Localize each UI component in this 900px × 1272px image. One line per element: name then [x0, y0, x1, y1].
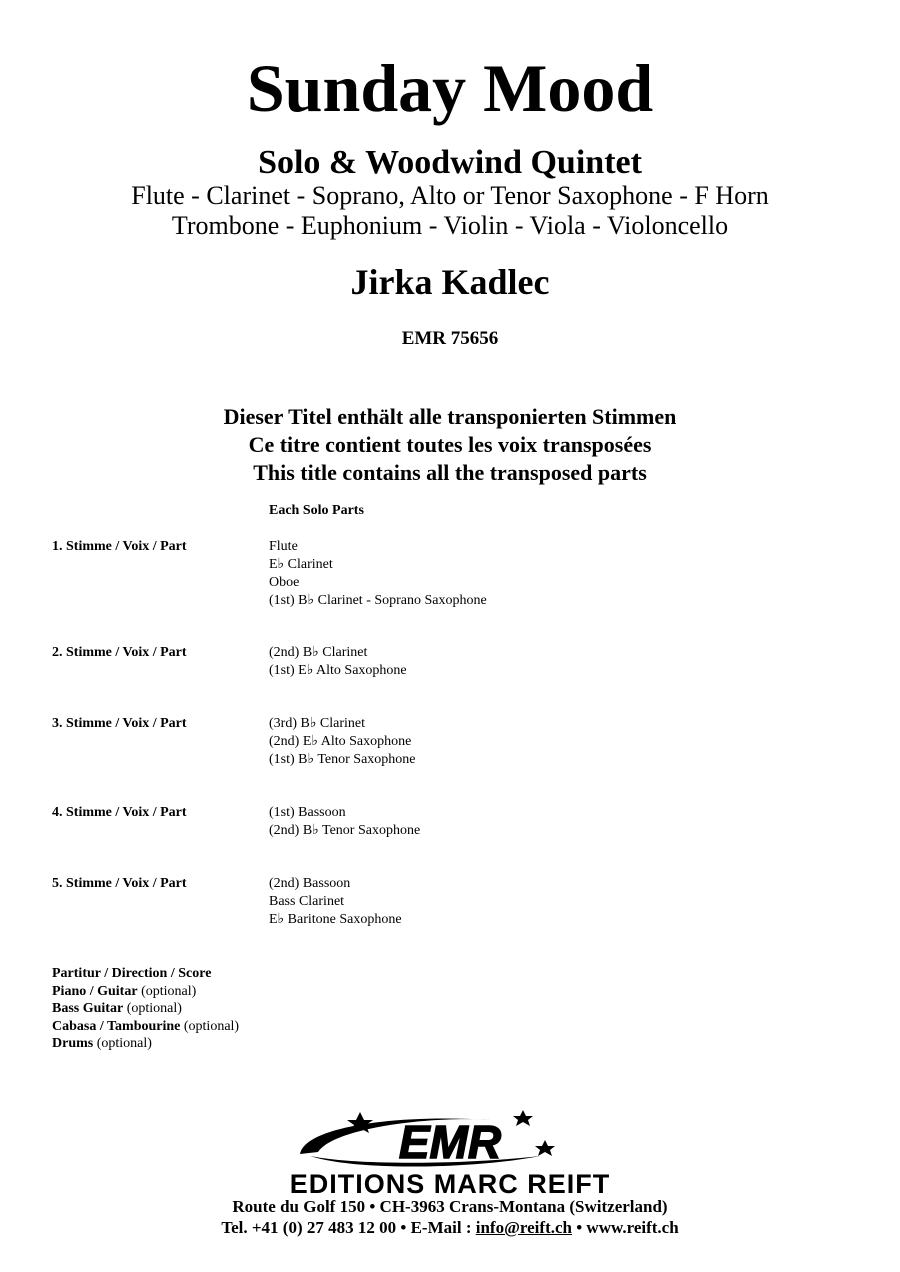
instrument-item: (1st) B♭ Tenor Saxophone: [269, 752, 416, 767]
part-instrument-list: [269, 715, 416, 769]
emr-logo: [240, 1106, 660, 1196]
part-label: 1. Stimme / Voix / Part: [52, 539, 187, 554]
each-solo-heading: Each Solo Parts: [269, 503, 364, 518]
instrument-item: (2nd) B♭ Tenor Saxophone: [269, 823, 421, 838]
instrumentation-line-1: Flute - Clarinet - Soprano, Alto or Tenor Saxophone - F Horn: [131, 181, 769, 210]
instrument-item: (1st) Bassoon: [269, 805, 346, 820]
instrument-item: E♭ Baritone Saxophone: [269, 912, 402, 927]
publisher-name: EDITIONS MARC REIFT: [289, 1169, 611, 1196]
publisher-contact: Tel. +41 (0) 27 483 12 00 • E-Mail : info@reift.ch • www.reift.ch: [221, 1218, 679, 1237]
instrument-item: (2nd) Bassoon: [269, 876, 351, 891]
part-label: 4. Stimme / Voix / Part: [52, 805, 187, 820]
part-instrument-list: [269, 644, 407, 680]
optional-parts-list: [52, 965, 239, 1053]
composer-name: Jirka Kadlec: [350, 262, 550, 302]
part-instrument-list: [269, 538, 487, 610]
instrument-item: (2nd) B♭ Clarinet: [269, 645, 368, 660]
instrument-item: (3rd) B♭ Clarinet: [269, 716, 366, 731]
instrument-item: (1st) B♭ Clarinet - Soprano Saxophone: [269, 593, 487, 608]
notice-german: Dieser Titel enthält alle transponierten Stimmen: [223, 404, 677, 429]
page-title: Sunday Mood: [246, 50, 654, 126]
extra-part-drums: Drums (optional): [52, 1036, 152, 1051]
notice-french: Ce titre contient toutes les voix transposées: [248, 432, 652, 457]
email-link[interactable]: info@reift.ch: [475, 1218, 572, 1237]
extra-part-score: Partitur / Direction / Score: [52, 966, 212, 981]
part-instrument-list: [269, 804, 420, 840]
notice-english: This title contains all the transposed parts: [253, 460, 647, 485]
instrument-item: (1st) E♭ Alto Saxophone: [269, 663, 407, 678]
instrument-item: (2nd) E♭ Alto Saxophone: [269, 734, 412, 749]
extra-part-piano: Piano / Guitar (optional): [52, 983, 197, 999]
instrument-item: E♭ Clarinet: [269, 557, 333, 572]
subtitle: Solo & Woodwind Quintet: [258, 144, 642, 181]
instrument-item: Bass Clarinet: [269, 894, 345, 909]
publisher-address: Route du Golf 150 • CH-3963 Crans-Montana (Switzerland): [232, 1197, 668, 1216]
instrument-item: Oboe: [269, 575, 300, 590]
part-label: 5. Stimme / Voix / Part: [52, 876, 187, 891]
extra-part-bass-guitar: Bass Guitar (optional): [52, 1001, 182, 1016]
instrumentation-line-2: Trombone - Euphonium - Violin - Viola - Violoncello: [171, 211, 729, 240]
part-label: 3. Stimme / Voix / Part: [52, 716, 187, 731]
star-icon: [535, 1140, 555, 1156]
logo-emr-text: EMR: [398, 1116, 502, 1168]
part-instrument-list: [269, 875, 402, 929]
extra-part-percussion: Cabasa / Tambourine (optional): [52, 1018, 240, 1034]
instrument-item: Flute: [269, 539, 298, 554]
part-label: 2. Stimme / Voix / Part: [52, 645, 187, 660]
star-icon: [513, 1110, 533, 1126]
catalog-number: EMR 75656: [401, 328, 499, 349]
